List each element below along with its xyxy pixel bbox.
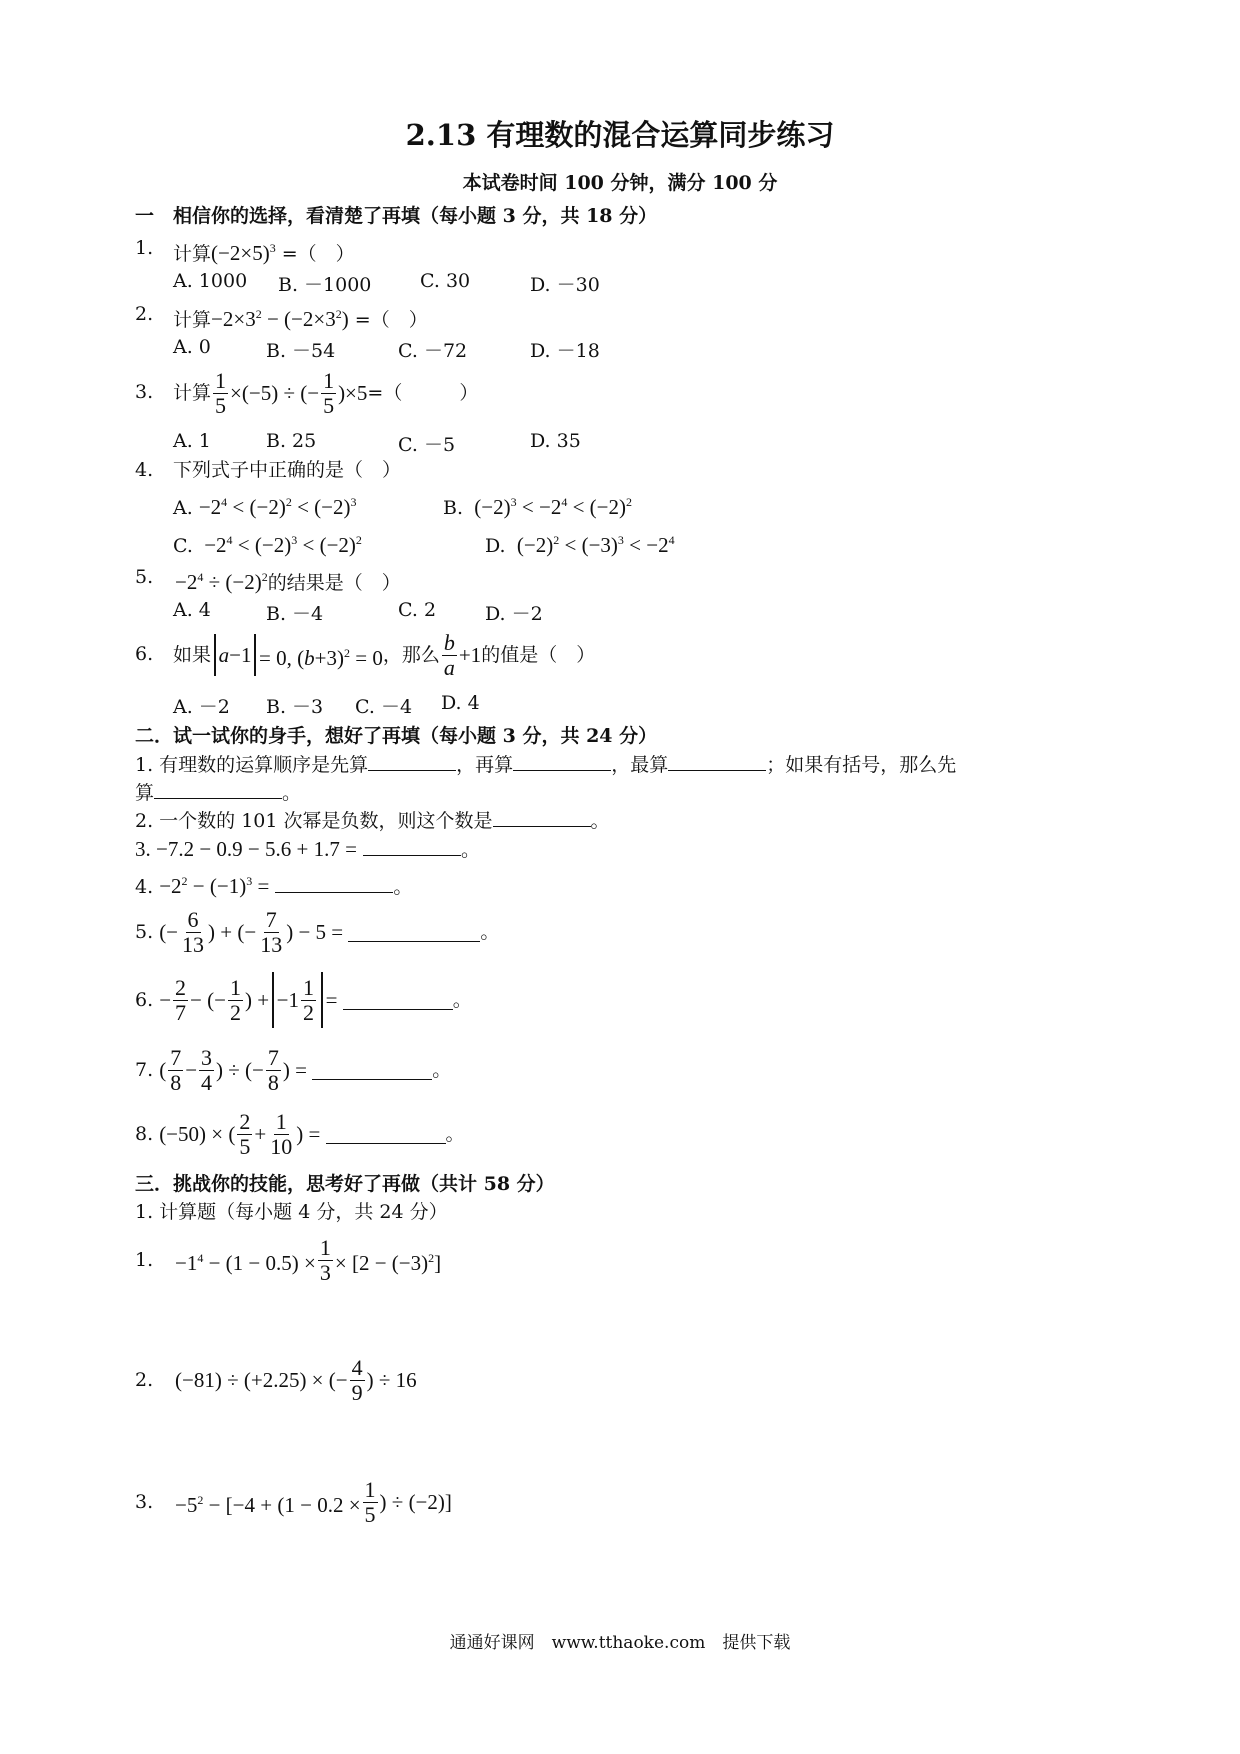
q3-number: 3. [135,381,154,403]
fill-q6-number: 6. [135,989,154,1011]
q1-option-c: C. 30 [420,270,471,292]
calc-q2-fraction: $\frac{4}{9}$ [351,1355,363,1405]
period: 。 [452,989,472,1011]
q1-calc-label: 计算 [173,243,212,265]
fill-q4-number: 4. [135,876,154,898]
q6-fraction: $\frac{b}{a}$ [443,630,455,680]
q2-option-d: D. －18 [530,340,600,362]
q5-text: 的结果是（ ） [267,572,401,594]
fill-q4 [135,869,412,899]
q4-option-c: C. $-2^4 < (-2)^3 < (-2)^2$ [173,533,362,557]
q2-question [173,302,428,332]
abs-bar-left [272,972,274,1028]
fill-q6-fraction-3: $\frac{1}{2}$ [303,975,314,1025]
fill-q1-text-c: ，最算 [611,754,669,776]
q3-question [173,364,478,422]
fill-q5-expr-a: (− [159,920,179,944]
fill-q6-fraction-1: $\frac{2}{7}$ [175,975,187,1025]
calc-q1-expr-b: × $[2 - (-3)^2]$ [334,1250,442,1275]
fill-q8-expr-a: (−50) × ( [159,1122,236,1146]
q4-option-b: B. $(-2)^3 < -2^4 < (-2)^2$ [443,495,633,519]
q6-abs-content-2: −1 [229,643,252,667]
fill-q8-number: 8. [135,1123,154,1145]
q6-expr-a: = 0, $(b+3)^2 = 0$ [259,645,383,670]
fill-q1-blank-1[interactable] [368,752,456,771]
fill-q4-blank[interactable] [275,874,393,893]
section-2-heading: 二．试一试你的身手，想好了再填（每小题 3 分，共 24 分） [135,725,658,747]
page-title: 2.13 有理数的混合运算同步练习 [405,118,835,152]
fill-q4-expression: $-2^2 - (-1)^3$ = [159,874,270,898]
fill-q7-expr-c: ) ÷ (− [216,1058,264,1082]
q3-option-b: B. 25 [266,430,317,452]
q1-option-a: A. 1000 [173,270,248,292]
q5-option-d: D. －2 [485,603,543,625]
fill-q1-text-a: 1. 有理数的运算顺序是先算 [135,754,369,776]
fill-q6-fraction-2: $\frac{1}{2}$ [229,975,241,1025]
q3-option-d: D. 35 [530,430,581,452]
q2-number: 2. [135,303,154,325]
period: 。 [432,1059,452,1081]
q6-number: 6. [135,643,154,665]
q6-expr-b: +1 [458,643,482,667]
calc-q3-expr-b: ) ÷ (−2)] [379,1490,452,1514]
q6-val: 的值是（ ） [481,644,596,666]
calc-q1-expr-a: $-1^4 - (1 - 0.5)$ × [175,1250,316,1275]
q4-question: 下列式子中正确的是（ ） [173,459,402,481]
q2-option-b: B. －54 [266,340,336,362]
fill-q5-number: 5. [135,921,154,943]
fill-q6-blank[interactable] [343,991,453,1010]
q3-expr-a: ×(−5) ÷ (− [230,381,320,405]
q1-expression: $(-2\times 5)^3$ [211,241,276,265]
footer-source: 通通好课网 www.tthaoke.com 提供下载 [449,1633,791,1653]
fill-q7-expr-a: ( [159,1058,167,1082]
q2-paren: =（ ） [354,309,428,331]
period: 。 [590,810,610,832]
q6-ruguo: 如果 [173,644,212,666]
fill-q5-blank[interactable] [348,923,480,942]
fill-q5-fraction-1: $\frac{6}{13}$ [182,907,205,957]
q2-calc-label: 计算 [173,309,212,331]
q2-expression: $-2\times 3^2 - (-2\times 3^2)$ [211,307,349,331]
abs-bar-right [254,634,256,676]
q4-option-d: D. $(-2)^2 < (-3)^3 < -2^4$ [485,533,675,557]
fill-q7-fraction-2: $\frac{3}{4}$ [201,1045,213,1095]
q2-option-c: C. －72 [398,340,468,362]
fill-q7 [135,1040,451,1100]
fill-q8 [135,1104,465,1164]
fill-q7-fraction-3: $\frac{7}{8}$ [267,1045,279,1095]
fill-q6-expr-d: −1 [276,988,299,1012]
calc-q3-expr-a: $-5^2 - [-4 + (1 - 0.2$ × [175,1492,361,1517]
q6-option-d: D. 4 [441,692,480,714]
fill-q7-number: 7. [135,1059,154,1081]
abs-bar-right [321,972,323,1028]
period: 。 [461,839,481,861]
q5-number: 5. [135,566,154,588]
calc-q1-number: 1. [135,1249,154,1271]
calc-q1-fraction: $\frac{1}{3}$ [319,1235,331,1285]
fill-q2-blank[interactable] [493,808,591,827]
calc-q1 [135,1230,441,1290]
q5-option-b: B. －4 [266,603,324,625]
q3-paren: =（ ） [367,382,479,404]
q1-option-d: D. －30 [530,274,600,296]
q6-question [173,626,595,684]
period: 。 [393,876,413,898]
q1-question [173,236,355,266]
q3-fraction-2: $\frac{1}{5}$ [323,368,335,418]
q3-option-a: A. 1 [173,430,211,452]
fill-q5-expr-c: ) − 5 = [286,920,349,944]
fill-q8-blank[interactable] [326,1125,446,1144]
fill-q8-fraction-2: $\frac{1}{10}$ [270,1109,293,1159]
fill-q1-blank-2[interactable] [513,752,611,771]
fill-q5-expr-b: ) + (− [208,920,257,944]
fill-q1-text-b: ，再算 [456,754,514,776]
period: 。 [445,1123,465,1145]
q1-number: 1. [135,237,154,259]
q5-option-a: A. 4 [173,599,211,621]
period: 。 [480,921,500,943]
calc-q3 [135,1472,452,1532]
fill-q1-blank-4[interactable] [154,780,282,799]
calc-q2-number: 2. [135,1369,154,1391]
fill-q5 [135,902,499,962]
fill-q6-expr-b: − (− [190,988,226,1012]
calc-q2-expr-a: (−81) ÷ (+2.25) × (− [175,1368,348,1392]
fill-q5-fraction-2: $\frac{7}{13}$ [260,907,283,957]
calc-q3-number: 3. [135,1491,154,1513]
q4-option-a: A. $-2^4 < (-2)^2 < (-2)^3$ [173,495,357,519]
fill-q1-line2 [135,780,301,805]
q3-fraction-1: $\frac{1}{5}$ [215,368,227,418]
fill-q6-expr-a: − [159,988,172,1012]
q4-number: 4. [135,459,154,481]
q5-question [175,565,401,595]
section-1-heading: 一 相信你的选择，看清楚了再填（每小题 3 分，共 18 分） [135,205,658,227]
q2-option-a: A. 0 [173,336,211,358]
fill-q1-line1 [135,752,956,777]
q5-option-c: C. 2 [398,599,437,621]
q6-option-a: A. －2 [173,696,230,718]
fill-q8-expr-c: ) = [296,1122,326,1146]
q1-option-b: B. －1000 [278,274,372,296]
q6-option-c: C. －4 [355,696,413,718]
fill-q6-expr-e: = [325,988,343,1012]
q3-expr-b: )×5 [338,381,368,405]
fill-q1-text-d: ；如果有括号，那么先 [766,754,957,776]
fill-q6 [135,968,472,1032]
fill-q2 [135,808,610,833]
fill-q8-expr-b: + [254,1122,267,1146]
fill-q6-expr-c: ) + [244,988,270,1012]
fill-q7-expr-b: − [185,1058,198,1082]
q3-option-c: C. －5 [398,434,456,456]
period: 。 [282,782,302,804]
fill-q7-blank[interactable] [312,1061,432,1080]
page-subtitle: 本试卷时间 100 分钟，满分 100 分 [462,172,778,194]
q1-paren: =（ ） [281,243,355,265]
q6-abs-content: a [218,643,230,667]
q6-option-b: B. －3 [266,696,324,718]
fill-q1-text-e: 算 [135,782,155,804]
fill-q3 [135,837,480,862]
fill-q7-expr-d: ) = [282,1058,313,1082]
section-3-heading: 三．挑战你的技能，思考好了再做（共计 58 分） [135,1173,555,1195]
calc-q2-expr-b: ) ÷ 16 [366,1368,417,1392]
calc-q3-fraction: $\frac{1}{5}$ [364,1477,376,1527]
calc-q2 [135,1350,417,1410]
fill-q8-fraction-1: $\frac{2}{5}$ [239,1109,251,1159]
q3-calc-label: 计算 [173,382,212,404]
abs-bar-left [214,634,216,676]
section-3-subheading: 1. 计算题（每小题 4 分，共 24 分） [135,1201,448,1223]
fill-q3-expression: 3. −7.2 − 0.9 − 5.6 + 1.7 = [135,837,357,861]
q5-expression: $-2^4 \div (-2)^2$ [175,570,268,594]
fill-q3-blank[interactable] [363,837,461,856]
fill-q7-fraction-1: $\frac{7}{8}$ [170,1045,182,1095]
fill-q2-text: 2. 一个数的 101 次幂是负数，则这个数是 [135,810,493,832]
q6-name: ，那么 [382,644,440,666]
fill-q1-blank-3[interactable] [668,752,766,771]
